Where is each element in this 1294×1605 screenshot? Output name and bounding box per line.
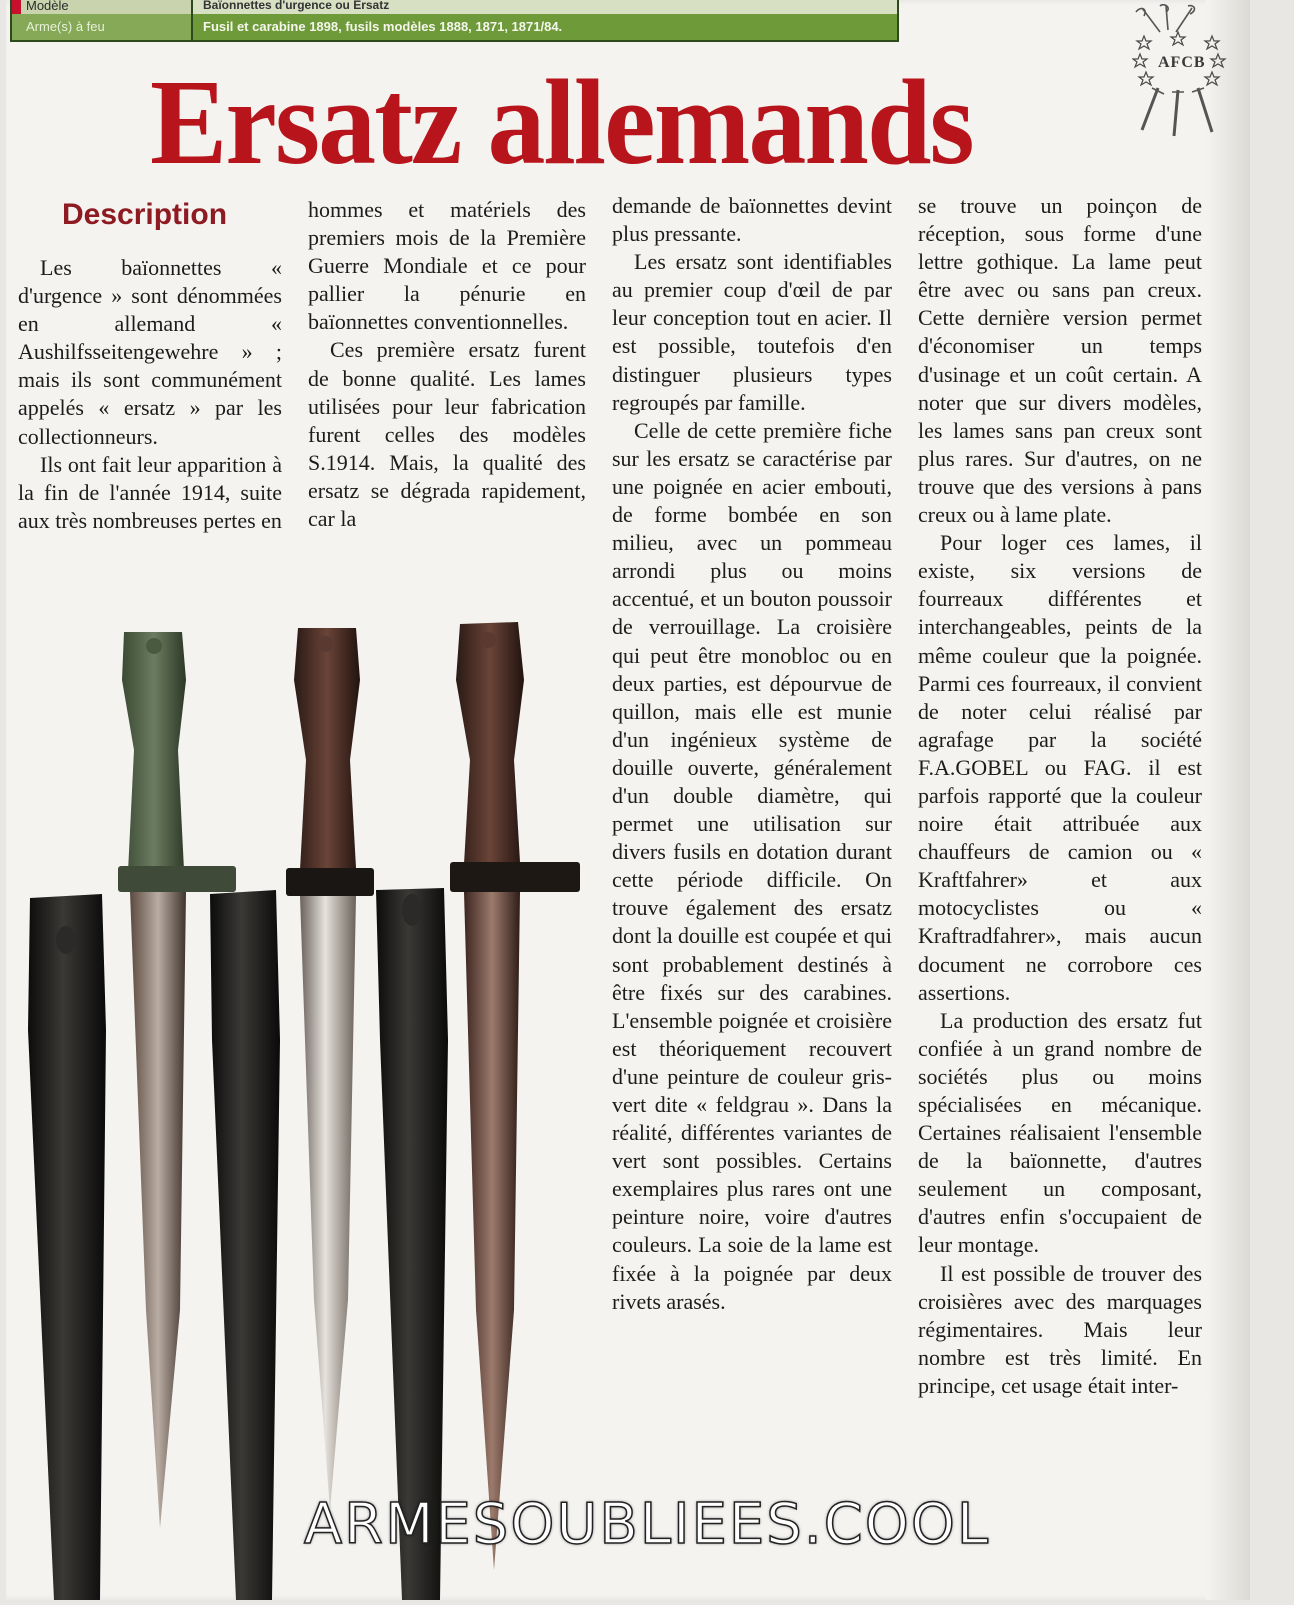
- paragraph: Il est possible de trouver des croisières avec des marquages régimentaires. Mais leur nombre est très limité. En principe, cet usage était inter-: [918, 1260, 1202, 1398]
- paragraph: Celle de cette première fiche sur les ersatz se caractérise par une poignée en acier embouti, de forme bombée en son milieu, avec un pommeau arrondi plus ou moins accentué, et un bouton poussoir de verrouillage. La croisière qui peut être monobloc ou en deux parties, est dépourvue de quillon, mais elle est munie d'un ingénieux système de douille ouverte, généralement d'un double diamètre, qui permet une utilisation sur divers fusils en dotation durant cette période difficile. On trouve également des ersatz dont la douille est coupée et qui sont probablement destinés à être fixés sur des carabines. L'ensemble poignée et croisière est théoriquement recouvert d'une peinture de couleur gris-vert dite « feldgrau ». Dans la réalité, différentes variantes de vert sont possibles. Certains exemplaires plus rares ont une peinture noire, voire d'autres couleurs. La soie de la lame est fixée à la poignée par deux rivets arasés.: [612, 417, 892, 1314]
- afcb-logo-text: AFCB: [1158, 54, 1206, 71]
- spec-row-model: [12, 0, 897, 14]
- afcb-logo: [1132, 4, 1242, 142]
- paragraph: Les ersatz sont identifiables au premier coup d'œil de par leur conception tout en acier. Il est possible, toutefois d'en distinguer plusieurs types regroupés par famille.: [612, 249, 892, 415]
- bayonets-photo: [14, 610, 604, 1600]
- section-heading: Description: [62, 198, 228, 231]
- bayonet-3-blade: [464, 892, 520, 1570]
- red-tab-marker: [12, 0, 21, 14]
- spec-value-model: Baïonnettes d'urgence ou Ersatz: [203, 0, 390, 12]
- paragraph: hommes et matériels des premiers mois de la Première Guerre Mondiale et ce pour pallier la pénurie en baïonnettes conventionnelles.: [308, 197, 586, 335]
- text-column-1: [18, 254, 282, 535]
- text-column-4: [918, 192, 1202, 1400]
- spec-value-firearms: Fusil et carabine 1898, fusils modèles 1888, 1871, 1871/84.: [203, 19, 563, 34]
- spec-key-firearms: Arme(s) à feu: [12, 14, 193, 40]
- bayonet-3-crossguard: [450, 862, 580, 892]
- bayonet-2-grip: [294, 628, 360, 870]
- text-column-2: [308, 196, 586, 533]
- paragraph: La production des ersatz fut confiée à un grand nombre de sociétés plus ou moins spécialisées en mécanique. Certaines réalisaient l'ensemble de la baïonnette, d'autres seulement un composant, d'autres enfin s'occupaient de leur montage.: [918, 1007, 1202, 1258]
- paragraph: Ils ont fait leur apparition à la fin de l'année 1914, suite aux très nombreuses pertes en: [18, 451, 282, 533]
- text-column-3: [612, 192, 892, 1316]
- bayonet-1-grip: [122, 632, 186, 872]
- paragraph: se trouve un poinçon de réception, sous forme d'une lettre gothique. La lame peut être avec ou sans pan creux. Cette dernière version permet d'économiser un temps d'usinage et un coût certain. A noter que sur divers modèles, les lames sans pan creux sont plus rares. Sur d'autres, on ne trouve que des versions à pans creux ou à lame plate.: [918, 193, 1202, 528]
- bayonets-illustration: [14, 610, 604, 1600]
- bayonet-1-crossguard: [118, 866, 236, 892]
- paragraph: demande de baïonnettes devint plus pressante.: [612, 193, 892, 247]
- bayonet-2-blade: [300, 896, 356, 1510]
- site-watermark: ARMESOUBLIEES.COOL: [303, 1492, 991, 1557]
- paragraph: Les baïonnettes « d'urgence » sont dénommées en allemand « Aushilfsseitengewehre » ; mais ils sont communément appelés « ersatz » par les collectionneurs.: [18, 255, 282, 449]
- afcb-emblem-icon: [1132, 4, 1242, 142]
- page-spine-shadow: [1206, 0, 1250, 1600]
- paragraph: Ces première ersatz furent de bonne qualité. Les lames utilisées pour leur fabrication furent celles des modèles S.1914. Mais, la qualité des ersatz se dégrada rapidement, car la: [308, 337, 586, 532]
- spec-key-model: Modèle: [12, 0, 193, 14]
- bayonet-2-crossguard: [286, 868, 374, 896]
- article-title: Ersatz allemands: [150, 55, 973, 190]
- spec-row-firearms: [12, 14, 897, 40]
- bayonet-3-grip: [456, 622, 524, 864]
- spec-header-table: [10, 0, 899, 42]
- bayonet-1-blade: [130, 892, 186, 1528]
- paragraph: Pour loger ces lames, il existe, six versions de fourreaux différentes et interchangeables, peints de la même couleur que la poignée. Parmi ces fourreaux, il convient de noter celui réalisé par agrafage par la société F.A.GOBEL ou FAG. il est parfois rapporté que la couleur noire était attribuée aux chauffeurs de camion ou « Kraftfahrer» et aux motocyclistes ou « Kraftradfahrer», mais aucun document ne corrobore ces assertions.: [918, 530, 1202, 1005]
